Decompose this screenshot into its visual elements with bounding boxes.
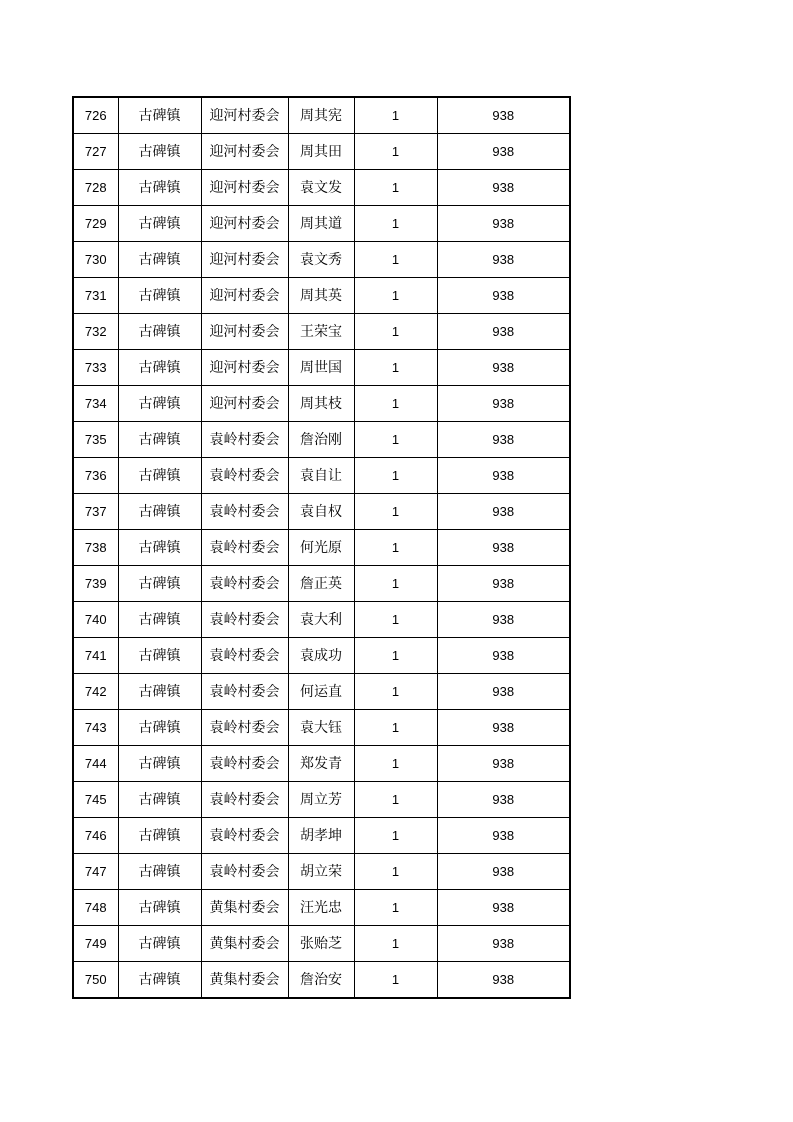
row-index-cell: 744 [73,746,118,782]
count-cell: 1 [354,890,437,926]
person-name-cell: 何运直 [288,674,354,710]
row-index-cell: 742 [73,674,118,710]
person-name-cell: 袁大钰 [288,710,354,746]
person-name-cell: 汪光忠 [288,890,354,926]
count-cell: 1 [354,386,437,422]
village-cell: 迎河村委会 [201,278,288,314]
count-cell: 1 [354,602,437,638]
count-cell: 1 [354,242,437,278]
person-name-cell: 袁成功 [288,638,354,674]
table-row [73,206,570,242]
town-cell: 古碑镇 [118,602,201,638]
amount-cell: 938 [437,530,570,566]
row-index-cell: 736 [73,458,118,494]
person-name-cell: 周立芳 [288,782,354,818]
village-cell: 黄集村委会 [201,962,288,999]
amount-cell: 938 [437,782,570,818]
row-index-cell: 743 [73,710,118,746]
village-cell: 迎河村委会 [201,97,288,134]
count-cell: 1 [354,782,437,818]
roster-body [73,97,570,998]
town-cell: 古碑镇 [118,134,201,170]
table-row [73,170,570,206]
count-cell: 1 [354,314,437,350]
table-row [73,386,570,422]
village-cell: 黄集村委会 [201,926,288,962]
table-row [73,890,570,926]
row-index-cell: 745 [73,782,118,818]
row-index-cell: 741 [73,638,118,674]
town-cell: 古碑镇 [118,566,201,602]
person-name-cell: 周其枝 [288,386,354,422]
row-index-cell: 746 [73,818,118,854]
village-cell: 袁岭村委会 [201,530,288,566]
table-row [73,530,570,566]
village-cell: 袁岭村委会 [201,818,288,854]
row-index-cell: 735 [73,422,118,458]
person-name-cell: 周世国 [288,350,354,386]
count-cell: 1 [354,422,437,458]
amount-cell: 938 [437,170,570,206]
amount-cell: 938 [437,818,570,854]
count-cell: 1 [354,926,437,962]
table-row [73,458,570,494]
person-name-cell: 袁文发 [288,170,354,206]
person-name-cell: 周其道 [288,206,354,242]
count-cell: 1 [354,206,437,242]
count-cell: 1 [354,458,437,494]
amount-cell: 938 [437,710,570,746]
amount-cell: 938 [437,602,570,638]
person-name-cell: 周其宪 [288,97,354,134]
table-row [73,494,570,530]
town-cell: 古碑镇 [118,206,201,242]
person-name-cell: 詹治刚 [288,422,354,458]
town-cell: 古碑镇 [118,97,201,134]
row-index-cell: 737 [73,494,118,530]
village-cell: 袁岭村委会 [201,566,288,602]
amount-cell: 938 [437,350,570,386]
town-cell: 古碑镇 [118,170,201,206]
town-cell: 古碑镇 [118,278,201,314]
amount-cell: 938 [437,422,570,458]
village-cell: 袁岭村委会 [201,674,288,710]
town-cell: 古碑镇 [118,242,201,278]
table-row [73,314,570,350]
village-cell: 袁岭村委会 [201,422,288,458]
table-row [73,926,570,962]
town-cell: 古碑镇 [118,962,201,999]
person-name-cell: 袁自权 [288,494,354,530]
count-cell: 1 [354,710,437,746]
village-cell: 袁岭村委会 [201,494,288,530]
village-cell: 迎河村委会 [201,242,288,278]
amount-cell: 938 [437,674,570,710]
count-cell: 1 [354,97,437,134]
table-row [73,134,570,170]
row-index-cell: 748 [73,890,118,926]
row-index-cell: 733 [73,350,118,386]
row-index-cell: 731 [73,278,118,314]
village-cell: 迎河村委会 [201,134,288,170]
person-name-cell: 郑发青 [288,746,354,782]
amount-cell: 938 [437,97,570,134]
table-row [73,674,570,710]
town-cell: 古碑镇 [118,638,201,674]
row-index-cell: 747 [73,854,118,890]
row-index-cell: 728 [73,170,118,206]
town-cell: 古碑镇 [118,818,201,854]
count-cell: 1 [354,818,437,854]
amount-cell: 938 [437,566,570,602]
table-row [73,710,570,746]
amount-cell: 938 [437,962,570,999]
count-cell: 1 [354,674,437,710]
village-cell: 迎河村委会 [201,170,288,206]
town-cell: 古碑镇 [118,782,201,818]
town-cell: 古碑镇 [118,350,201,386]
count-cell: 1 [354,350,437,386]
table-row [73,278,570,314]
person-name-cell: 詹正英 [288,566,354,602]
person-name-cell: 王荣宝 [288,314,354,350]
row-index-cell: 729 [73,206,118,242]
row-index-cell: 750 [73,962,118,999]
person-name-cell: 周其英 [288,278,354,314]
person-name-cell: 袁大利 [288,602,354,638]
table-row [73,746,570,782]
table-row [73,422,570,458]
village-cell: 袁岭村委会 [201,782,288,818]
village-cell: 黄集村委会 [201,890,288,926]
village-cell: 袁岭村委会 [201,458,288,494]
amount-cell: 938 [437,854,570,890]
amount-cell: 938 [437,206,570,242]
count-cell: 1 [354,494,437,530]
table-row [73,854,570,890]
amount-cell: 938 [437,458,570,494]
count-cell: 1 [354,278,437,314]
roster-table [72,96,571,999]
amount-cell: 938 [437,890,570,926]
row-index-cell: 739 [73,566,118,602]
table-row [73,350,570,386]
town-cell: 古碑镇 [118,314,201,350]
town-cell: 古碑镇 [118,458,201,494]
town-cell: 古碑镇 [118,854,201,890]
person-name-cell: 袁自让 [288,458,354,494]
amount-cell: 938 [437,314,570,350]
person-name-cell: 周其田 [288,134,354,170]
village-cell: 袁岭村委会 [201,746,288,782]
village-cell: 迎河村委会 [201,386,288,422]
amount-cell: 938 [437,242,570,278]
count-cell: 1 [354,962,437,999]
amount-cell: 938 [437,134,570,170]
table-row [73,638,570,674]
person-name-cell: 袁文秀 [288,242,354,278]
row-index-cell: 730 [73,242,118,278]
village-cell: 袁岭村委会 [201,638,288,674]
town-cell: 古碑镇 [118,422,201,458]
town-cell: 古碑镇 [118,746,201,782]
town-cell: 古碑镇 [118,890,201,926]
village-cell: 迎河村委会 [201,350,288,386]
town-cell: 古碑镇 [118,386,201,422]
village-cell: 袁岭村委会 [201,854,288,890]
row-index-cell: 738 [73,530,118,566]
row-index-cell: 740 [73,602,118,638]
table-row [73,962,570,999]
person-name-cell: 胡孝坤 [288,818,354,854]
table-row [73,602,570,638]
amount-cell: 938 [437,926,570,962]
amount-cell: 938 [437,278,570,314]
row-index-cell: 749 [73,926,118,962]
count-cell: 1 [354,134,437,170]
town-cell: 古碑镇 [118,494,201,530]
town-cell: 古碑镇 [118,926,201,962]
row-index-cell: 726 [73,97,118,134]
table-row [73,242,570,278]
town-cell: 古碑镇 [118,710,201,746]
amount-cell: 938 [437,386,570,422]
row-index-cell: 732 [73,314,118,350]
count-cell: 1 [354,566,437,602]
table-row [73,818,570,854]
table-row [73,566,570,602]
village-cell: 袁岭村委会 [201,710,288,746]
person-name-cell: 胡立荣 [288,854,354,890]
village-cell: 迎河村委会 [201,314,288,350]
count-cell: 1 [354,746,437,782]
person-name-cell: 詹治安 [288,962,354,999]
table-row [73,97,570,134]
amount-cell: 938 [437,746,570,782]
row-index-cell: 727 [73,134,118,170]
count-cell: 1 [354,854,437,890]
person-name-cell: 何光原 [288,530,354,566]
count-cell: 1 [354,638,437,674]
table-row [73,782,570,818]
town-cell: 古碑镇 [118,674,201,710]
town-cell: 古碑镇 [118,530,201,566]
village-cell: 袁岭村委会 [201,602,288,638]
row-index-cell: 734 [73,386,118,422]
count-cell: 1 [354,170,437,206]
amount-cell: 938 [437,494,570,530]
village-cell: 迎河村委会 [201,206,288,242]
person-name-cell: 张贻芝 [288,926,354,962]
count-cell: 1 [354,530,437,566]
amount-cell: 938 [437,638,570,674]
